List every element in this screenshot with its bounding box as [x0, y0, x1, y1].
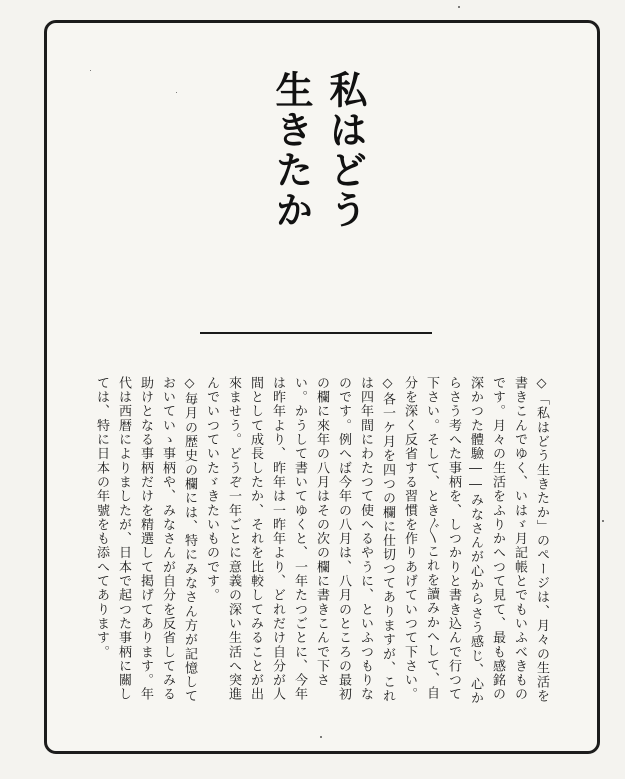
paragraph-history: ◇毎月の歴史の欄には、特にみなさん方が記憶しておいていゝ事柄や、みなさんが自分を反省してみる助けとなる事柄だけを精選して掲げてあります。年代は西暦によりましたが、日本で起つた事柄に關しては、特に日本の年號をも添へてあります。: [94, 376, 197, 704]
paragraph-columns: ◇各一ケ月を四つの欄に仕切つてありますが、これは四年間にわたつて使へるやうに、といふつもりなのです。例へば今年の八月は、八月のところの最初の欄に來年の八月はその次の欄に書きこんで下さい。かうして書いてゆくと、一年たつごとに、今年は昨年より、昨年は一昨年より、どれだけ自分が人間として成長したか、それを比較してみることが出來ませう。どうぞ一年ごとに意義の深い生活へ突進んでいつていたゞきたいものです。: [204, 376, 395, 704]
body-text: [72, 376, 552, 712]
paragraph-intro: ◇「私はどう生きたか」のページは、月々の生活を書きこんでゆく、いはゞ月記帳とでもいふべきものです。月々の生活をふりかへつて見て、最も感銘の深かつた體驗――みなさんが心からさう感じ、心からさう考へた事柄を、しつかりと書き込んで行つて下さい。そして、とき〴〵これを讀みかへして、自分を深く反省する習慣を作りあげていつて下さい。: [402, 376, 549, 706]
paper-speck: [90, 70, 91, 71]
paper-speck: [458, 6, 460, 8]
title-divider: [200, 332, 432, 334]
title-line-2: 生きたか: [269, 70, 314, 230]
paper-speck: [320, 736, 322, 738]
paper-speck: [602, 520, 604, 522]
title-line-1: 私はどう: [323, 70, 368, 230]
paper-speck: [176, 92, 177, 93]
